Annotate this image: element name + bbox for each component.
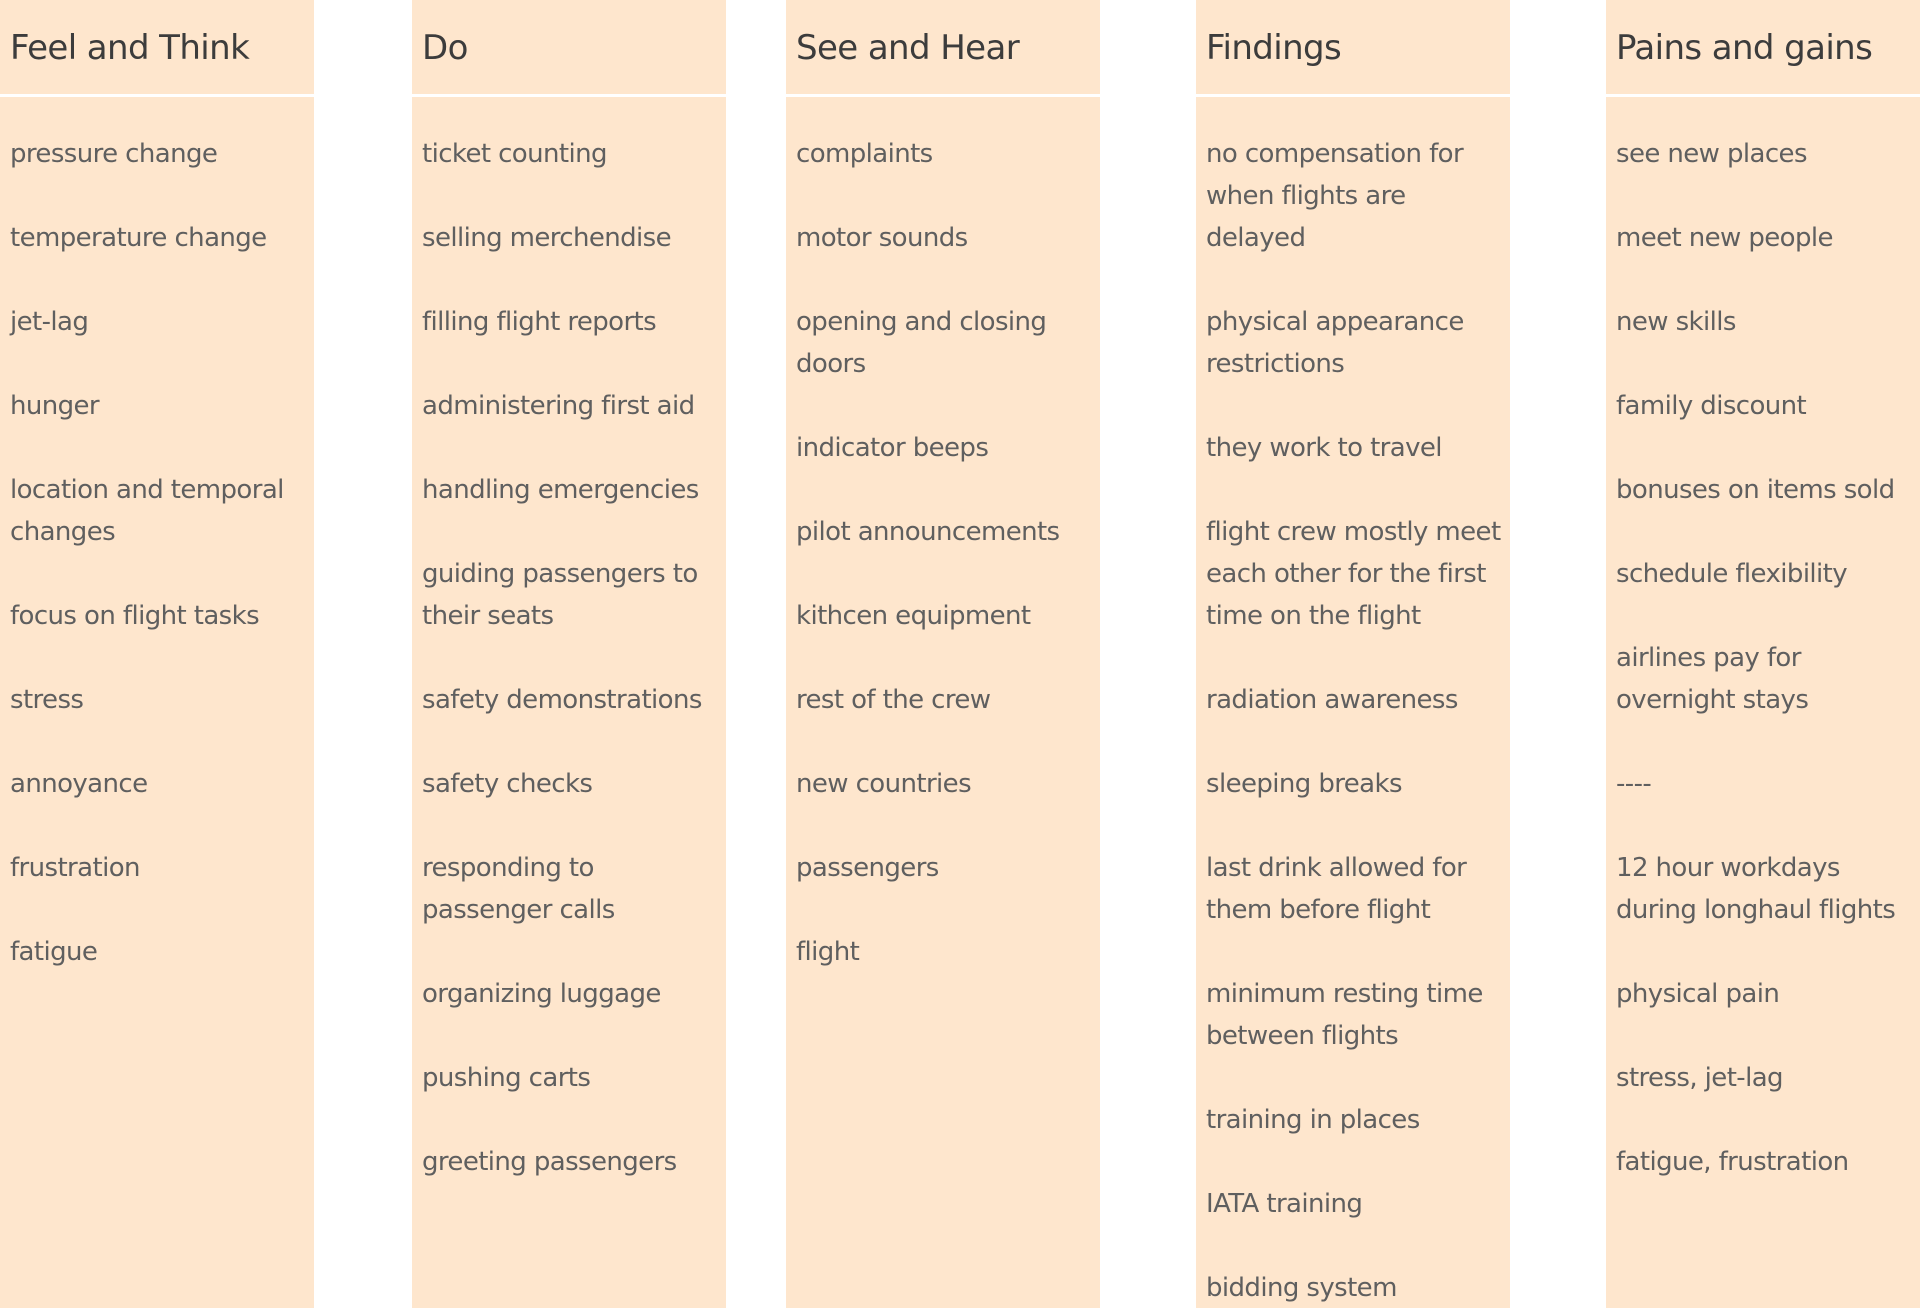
list-item: minimum resting time between flights — [1206, 979, 1483, 1051]
list-item: flight crew mostly meet each other for the first time on the flight — [1206, 517, 1501, 631]
list-item: organizing luggage — [422, 979, 661, 1009]
column-title: See and Hear — [796, 28, 1020, 68]
column-header — [412, 0, 726, 97]
list-item: meet new people — [1616, 223, 1833, 253]
list-item: bonuses on items sold — [1616, 475, 1895, 505]
list-item: temperature change — [10, 223, 267, 253]
list-item: pushing carts — [422, 1063, 591, 1093]
list-item: no compensation for when flights are delayed — [1206, 139, 1464, 253]
list-item: location and temporal changes — [10, 475, 284, 547]
list-item: radiation awareness — [1206, 685, 1458, 715]
list-item: stress — [10, 685, 84, 715]
column-do — [412, 0, 726, 1308]
column-title: Feel and Think — [10, 28, 250, 68]
list-item: pressure change — [10, 139, 218, 169]
list-item: hunger — [10, 391, 100, 421]
column-header — [786, 0, 1100, 97]
list-item: ---- — [1616, 769, 1652, 799]
column-items — [1206, 133, 1502, 1308]
list-item: ticket counting — [422, 139, 607, 169]
list-item: last drink allowed for them before flight — [1206, 853, 1467, 925]
list-item: guiding passengers to their seats — [422, 559, 698, 631]
list-item: rest of the crew — [796, 685, 991, 715]
list-item: pilot announcements — [796, 517, 1060, 547]
column-header — [1196, 0, 1510, 97]
list-item: administering first aid — [422, 391, 695, 421]
list-item: new countries — [796, 769, 972, 799]
list-item: stress, jet-lag — [1616, 1063, 1783, 1093]
list-item: complaints — [796, 139, 933, 169]
column-pains-and-gains — [1606, 0, 1920, 1308]
list-item: handling emergencies — [422, 475, 699, 505]
list-item: indicator beeps — [796, 433, 989, 463]
column-title: Pains and gains — [1616, 28, 1873, 68]
list-item: motor sounds — [796, 223, 968, 253]
list-item: selling merchendise — [422, 223, 672, 253]
list-item: kithcen equipment — [796, 601, 1031, 631]
list-item: focus on flight tasks — [10, 601, 260, 631]
column-items — [10, 133, 306, 1015]
list-item: annoyance — [10, 769, 148, 799]
column-items — [1616, 133, 1912, 1225]
list-item: physical appearance restrictions — [1206, 307, 1464, 379]
list-item: safety demonstrations — [422, 685, 702, 715]
column-items — [796, 133, 1092, 1015]
list-item: see new places — [1616, 139, 1807, 169]
list-item: flight — [796, 937, 860, 967]
list-item: jet-lag — [10, 307, 89, 337]
column-title: Findings — [1206, 28, 1342, 68]
list-item: IATA training — [1206, 1189, 1363, 1219]
column-feel-and-think — [0, 0, 314, 1308]
list-item: filling flight reports — [422, 307, 657, 337]
column-see-and-hear — [786, 0, 1100, 1308]
list-item: physical pain — [1616, 979, 1780, 1009]
list-item: safety checks — [422, 769, 593, 799]
column-header — [0, 0, 314, 97]
list-item: sleeping breaks — [1206, 769, 1402, 799]
list-item: frustration — [10, 853, 140, 883]
list-item: opening and closing doors — [796, 307, 1047, 379]
list-item: family discount — [1616, 391, 1807, 421]
list-item: bidding system — [1206, 1273, 1397, 1303]
column-header — [1606, 0, 1920, 97]
list-item: schedule flexibility — [1616, 559, 1848, 589]
list-item: fatigue — [10, 937, 98, 967]
list-item: airlines pay for overnight stays — [1616, 643, 1809, 715]
list-item: greeting passengers — [422, 1147, 677, 1177]
column-items — [422, 133, 718, 1225]
list-item: passengers — [796, 853, 939, 883]
list-item: new skills — [1616, 307, 1736, 337]
column-title: Do — [422, 28, 468, 68]
list-item: training in places — [1206, 1105, 1420, 1135]
column-findings — [1196, 0, 1510, 1308]
list-item: 12 hour workdays during longhaul flights — [1616, 853, 1896, 925]
list-item: fatigue, frustration — [1616, 1147, 1849, 1177]
list-item: responding to passenger calls — [422, 853, 615, 925]
list-item: they work to travel — [1206, 433, 1442, 463]
